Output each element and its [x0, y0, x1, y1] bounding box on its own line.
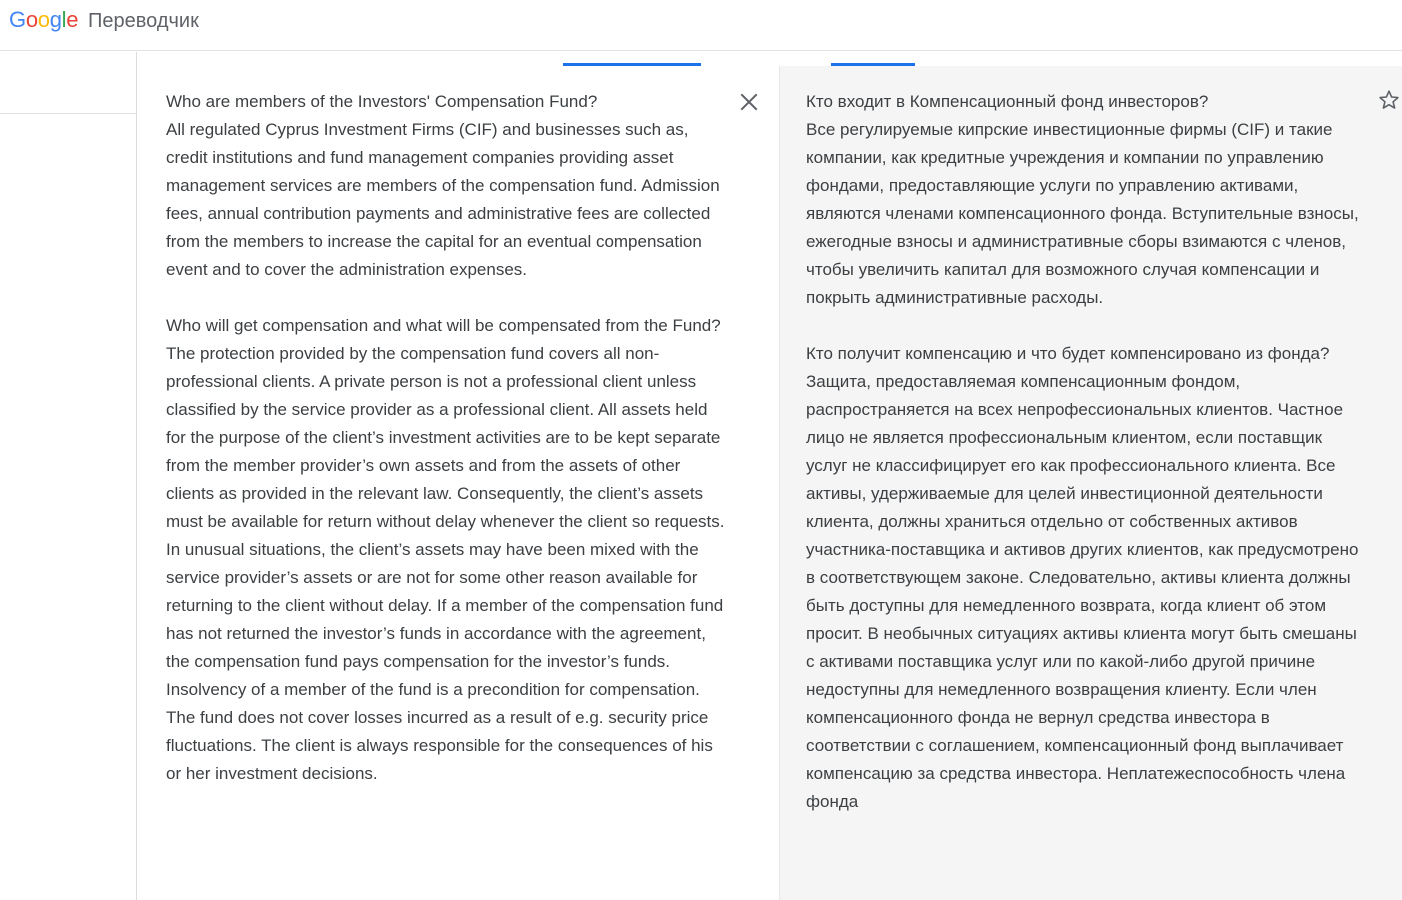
- translation-panel: [779, 66, 1402, 900]
- left-sidebar: [0, 52, 137, 900]
- logo-letter: o: [25, 7, 38, 32]
- product-name: Переводчик: [88, 10, 199, 32]
- app-header: [0, 0, 1402, 51]
- save-translation-button[interactable]: [1377, 88, 1401, 112]
- star-outline-icon: [1377, 88, 1401, 112]
- logo-letter: o: [37, 7, 50, 32]
- source-panel: [137, 66, 778, 900]
- logo-letter: G: [9, 7, 26, 32]
- translation-output: Кто входит в Компенсационный фонд инвесторов? Все регулируемые кипрские инвестиционные фирмы (CIF) и такие компании, как кредитные учреждения и компании по управлению фондами, предоставляющие услуги по управлению активами, являются членами компенсационного фонда. Вступительные взносы, ежегодные взносы и административные сборы взимаются с членов, чтобы увеличить капитал для возможного случая компенсации и покрыть административные расходы. Кто получит компенсацию и что будет компенсировано из фонда? Защита, предоставляемая компенсационным фондом, распространяется на всех непрофессиональных клиентов. Частное лицо не является профессиональным клиентом, если поставщик услуг не классифицирует его как профессионального клиента. Все активы, удерживаемые для целей инвестиционной деятельности клиента, должны храниться отдельно от собственных активов участника-поставщика и активов других клиентов, как предусмотрено в соответствующем законе. Следовательно, активы клиента должны быть доступны для немедленного возврата, когда клиент об этом просит. В необычных ситуациях активы клиента могут быть смешаны с активами поставщика услуг или по какой-либо другой причине недоступны для немедленного возвращения клиенту. Если член компенсационного фонда не вернул средства инвестора в соответствии с соглашением, компенсационный фонд выплачивает компенсацию за средства инвестора. Неплатежеспособность члена фонда: [806, 92, 1359, 811]
- logo-letter: g: [49, 7, 62, 32]
- sidebar-divider: [0, 113, 136, 114]
- close-icon: [737, 90, 761, 114]
- logo-letter: l: [61, 7, 67, 32]
- clear-source-button[interactable]: [737, 90, 761, 114]
- google-logo[interactable]: [9, 6, 78, 34]
- logo-letter: e: [66, 7, 79, 32]
- source-textarea[interactable]: Who are members of the Investors' Compensation Fund? All regulated Cyprus Investment Firms (CIF) and businesses such as, credit institutions and fund management companies providing asset management services are members of the compensation fund. Admission fees, annual contribution payments and administrative fees are collected from the members to increase the capital for an eventual compensation event and to cover the administration expenses. Who will get compensation and what will be compensated from the Fund? The protection provided by the compensation fund covers all non-professional clients. A private person is not a professional client unless classified by the service provider as a professional client. All assets held for the purpose of the client’s investment activities are to be kept separate from the member provider’s own assets and from the assets of other clients as provided in the relevant law. Consequently, the client’s assets must be available for return without delay whenever the client so requests. In unusual situations, the client’s assets may have been mixed with the service provider’s assets or are not for some other reason available for returning to the client without delay. If a member of the compensation fund has not returned the investor’s funds in accordance with the agreement, the compensation fund pays compensation for the investor’s funds. Insolvency of a member of the fund is a precondition for compensation. The fund does not cover losses incurred as a result of e.g. security price fluctuations. The client is always responsible for the consequences of his or her investment decisions.: [166, 92, 725, 783]
